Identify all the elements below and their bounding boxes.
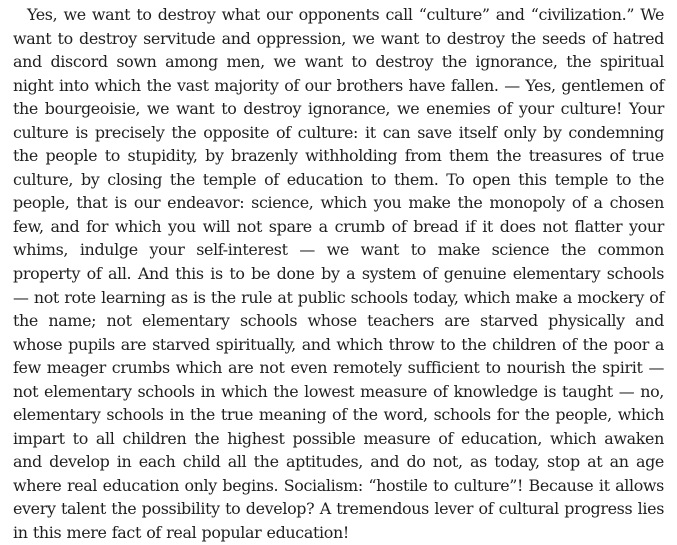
body-paragraph: Yes, we want to destroy what our opponents call “culture” and “civilization.” We want to destroy servitude and oppression, we want to destroy the seeds of hatred and discord sown among men, we want to destroy the ignorance, the spiritual night into which the vast majority of our brothers have fallen. — Yes, gentlemen of the bourgeoisie, we want to destroy ignorance, we enemies of your culture! Your culture is precisely the opposite of culture: it can save itself only by condemning the people to stupidity, by brazenly withholding from them the treasures of true culture, by closing the temple of education to them. To open this temple to the people, that is our endeavor: science, which you make the monopoly of a chosen few, and for which you will not spare a crumb of bread if it does not flatter your whims, indulge your self-interest — we want to make science the common property of all. And this is to be done by a system of genuine elementary schools — not rote learning as is the rule at public schools today, which make a mockery of the name; not elementary schools whose teachers are starved physically and whose pupils are starved spiritually, and which throw to the children of the poor a few meager crumbs which are not even remotely sufficient to nourish the spirit — not elementary schools in which the lowest measure of knowledge is taught — no, elementary schools in the true meaning of the word, schools for the people, which impart to all children the highest possible measure of education, which awaken and develop in each child all the aptitudes, and do not, as today, stop at an age where real education only begins. Socialism: “hostile to culture”! Because it allows every talent the possibility to develop? A tremendous lever of cultural progress lies in this mere fact of real popular education! bbox=[13, 5, 664, 543]
